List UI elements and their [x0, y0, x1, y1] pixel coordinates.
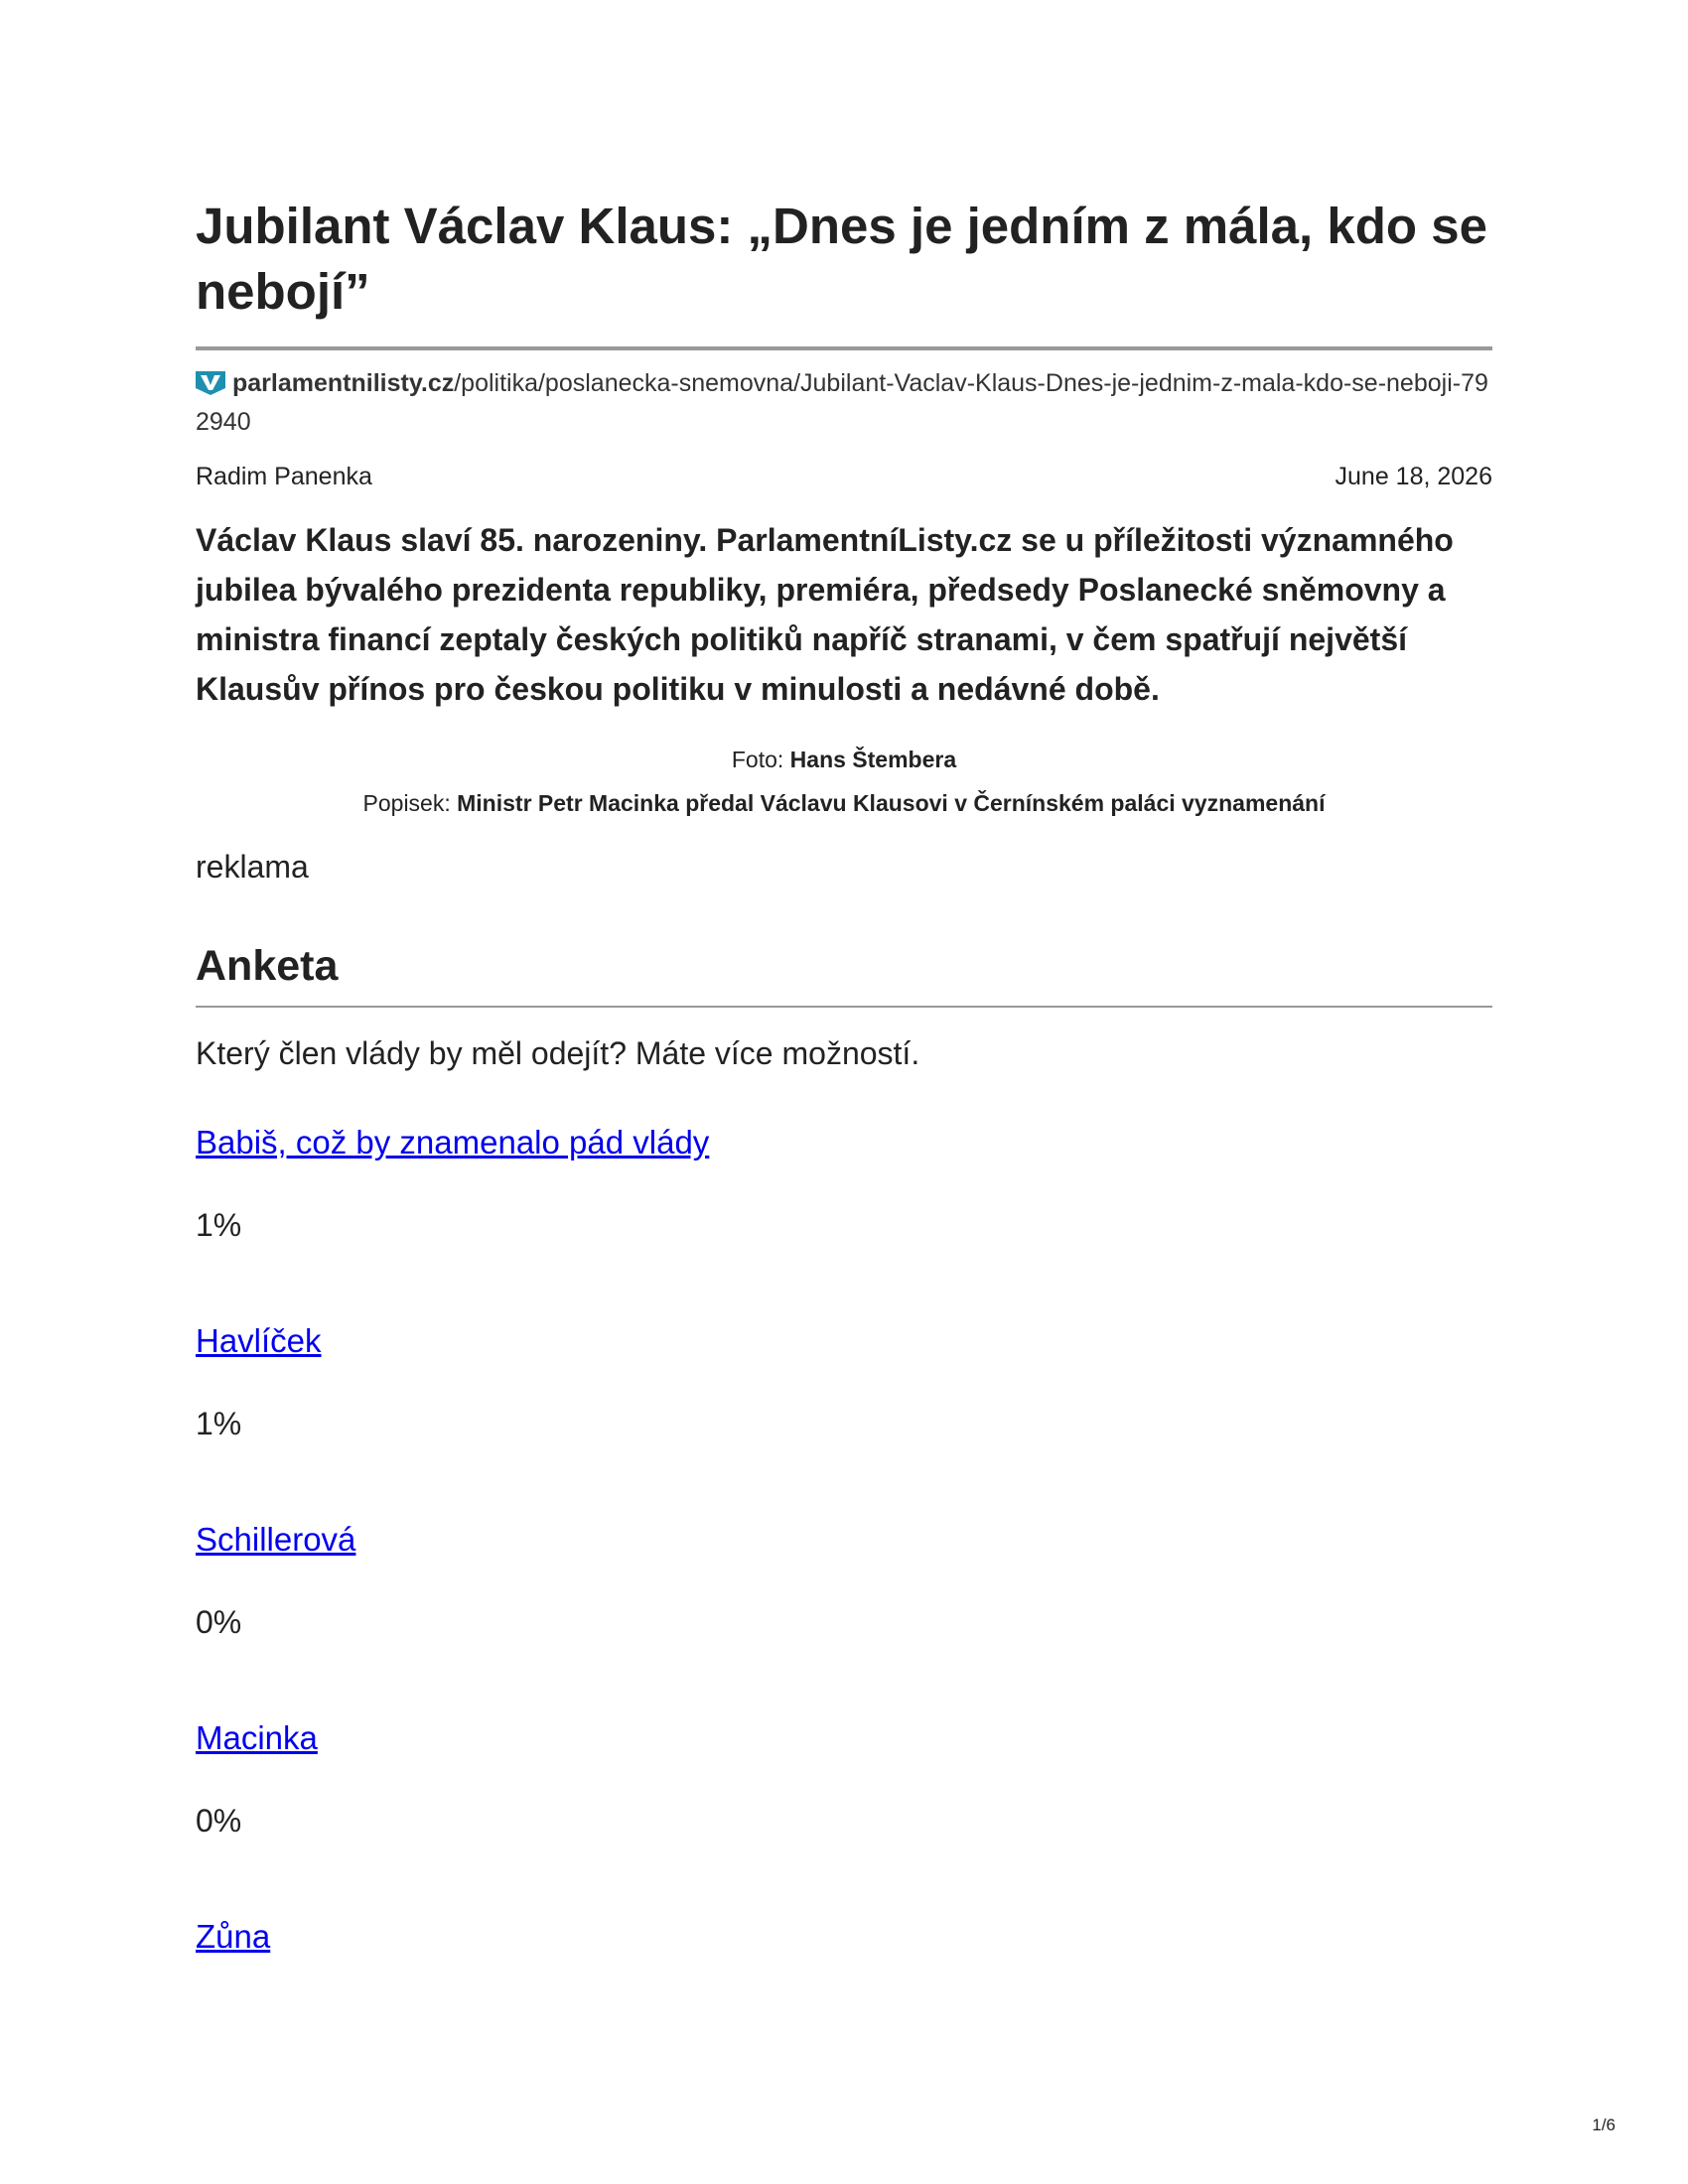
- poll-option: [196, 1917, 1492, 2116]
- poll-options: [196, 1123, 1492, 2116]
- publish-date: June 18, 2026: [1335, 463, 1492, 490]
- source-line: [196, 366, 1492, 440]
- photo-caption-label: Popisek:: [362, 790, 451, 816]
- poll-option-link[interactable]: Babiš, což by znamenalo pád vlády: [196, 1124, 710, 1160]
- photo-credit-label: Foto:: [731, 747, 784, 772]
- title-divider: [196, 346, 1492, 350]
- photo-credit-author: Hans Štembera: [789, 747, 957, 772]
- author: Radim Panenka: [196, 463, 372, 490]
- article-meta: [196, 460, 1492, 493]
- poll-option: [196, 1123, 1492, 1321]
- page-number: 1/6: [1592, 2116, 1616, 2134]
- poll-option-link[interactable]: Schillerová: [196, 1521, 356, 1558]
- poll-divider: [196, 1006, 1492, 1008]
- photo-credit: [196, 744, 1492, 775]
- photo-caption: [196, 787, 1492, 819]
- poll-option-link[interactable]: Zůna: [196, 1918, 271, 1955]
- photo-caption-text: Ministr Petr Macinka předal Václavu Klausovi v Černínském paláci vyznamenání: [457, 790, 1326, 816]
- poll-option: [196, 1321, 1492, 1520]
- poll-question: Který člen vlády by měl odejít? Máte více možností.: [196, 1035, 920, 1071]
- article-title: Jubilant Václav Klaus: „Dnes je jedním z mála, kdo se nebojí”: [196, 198, 1487, 320]
- poll-option: [196, 1718, 1492, 1917]
- poll-option-link[interactable]: Macinka: [196, 1719, 318, 1756]
- poll-heading: Anketa: [196, 942, 339, 990]
- source-domain[interactable]: parlamentnilisty.cz: [232, 369, 455, 397]
- parlamentnilisty-logo-icon: [196, 370, 225, 405]
- poll-option-percent: 1%: [196, 1207, 242, 1243]
- poll-option: [196, 1520, 1492, 1718]
- poll-option-link[interactable]: Havlíček: [196, 1322, 322, 1359]
- article-page: [196, 194, 1492, 2116]
- poll-option-percent: 0%: [196, 1803, 242, 1839]
- article-lead: Václav Klaus slaví 85. narozeniny. ParlamentníListy.cz se u příležitosti významného jubilea bývalého prezidenta republiky, premiéra, předsedy Poslanecké sněmovny a ministra financí zeptaly českých politiků napříč stranami, v čem spatřují největší Klausův přínos pro českou politiku v minulosti a nedávné době.: [196, 522, 1454, 707]
- poll-option-percent: 0%: [196, 1604, 242, 1640]
- poll-option-percent: 1%: [196, 1406, 242, 1441]
- source-path[interactable]: /politika/poslanecka-snemovna/Jubilant-Vaclav-Klaus-Dnes-je-jednim-z-mala-kdo-se-neboji-792940: [196, 369, 1488, 436]
- ad-label: reklama: [196, 849, 309, 885]
